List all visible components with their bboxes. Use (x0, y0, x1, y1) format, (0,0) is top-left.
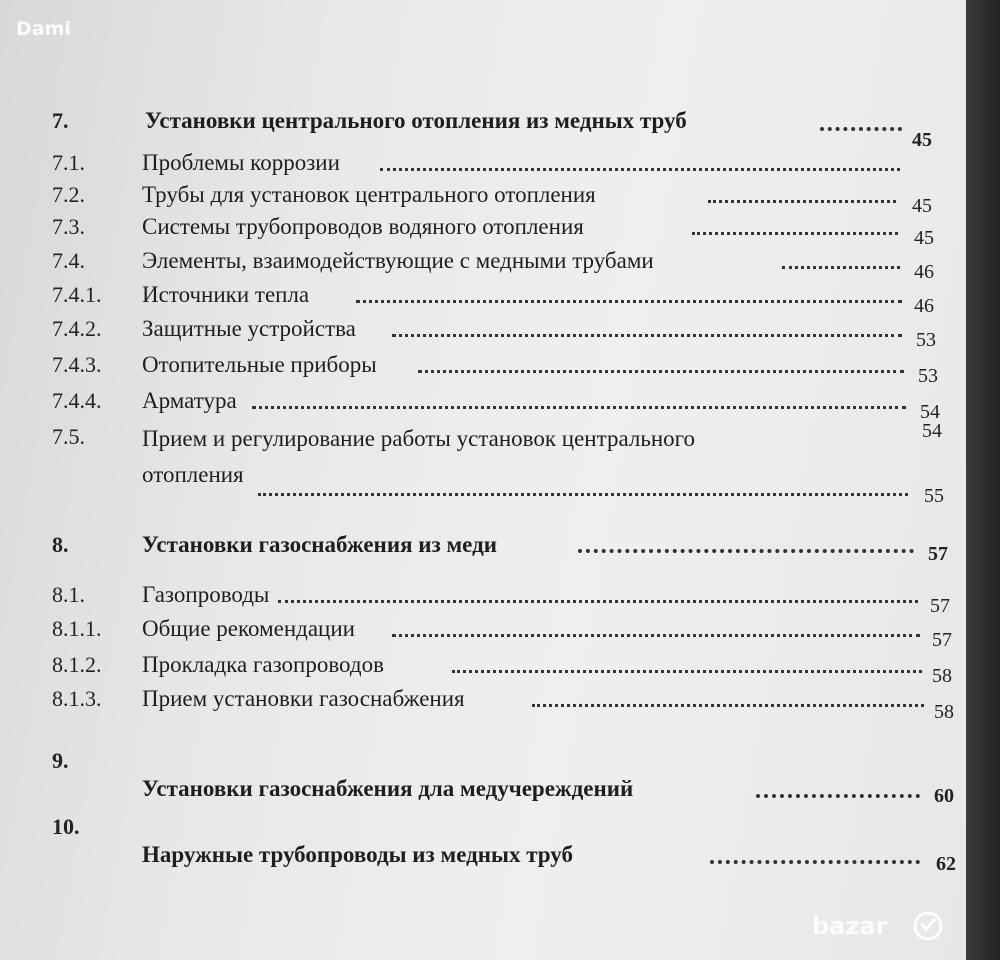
toc-number: 8. (52, 532, 69, 557)
toc-number: 8.1.1. (52, 616, 102, 641)
toc-number: 7.4.2. (52, 316, 102, 341)
toc-page-number: 62 (936, 853, 956, 875)
toc-page-number: 46 (914, 261, 934, 283)
toc-leader-dots (708, 200, 896, 203)
toc-page-number: 46 (914, 295, 934, 317)
toc-title: Трубы для установок центрального отопления (142, 182, 596, 207)
toc-entry-multiline (0, 420, 966, 507)
toc-number: 7.1. (52, 150, 85, 175)
toc-leader-dots (578, 549, 914, 553)
toc-title: Источники тепла (142, 282, 310, 307)
toc-title: Установки газоснабжения из меди (142, 532, 497, 557)
toc-title: Прием установки газоснабжения (142, 686, 465, 711)
toc-entry-chapter-10 (0, 812, 966, 875)
toc-leader-dots (532, 704, 924, 707)
toc-leader-dots (820, 127, 902, 131)
toc-number: 7. (52, 108, 69, 133)
toc-number: 8.1.2. (52, 652, 102, 677)
toc-entry (0, 614, 966, 651)
page-edge-shadow (966, 0, 1000, 960)
toc-number: 7.4.4. (52, 388, 102, 413)
toc-leader-dots (278, 600, 918, 603)
bazar-logo (808, 906, 958, 946)
toc-page-number: 45 (914, 227, 934, 249)
toc-leader-dots (252, 406, 906, 409)
toc-leader-dots (418, 370, 904, 373)
toc-entry (0, 350, 966, 387)
toc-number: 10. (52, 814, 80, 839)
toc-leader-dots (756, 794, 920, 798)
toc-entry (0, 246, 966, 283)
toc-number: 8.1.3. (52, 686, 102, 711)
toc-title: Отопительные приборы (142, 352, 377, 377)
bazar-logo-text: bazar (812, 912, 888, 940)
toc-leader-dots (452, 670, 922, 673)
toc-title: Установки газоснабжения дла медучереждений (142, 776, 634, 801)
toc-entry (0, 148, 966, 180)
toc-leader-dots (356, 300, 902, 303)
toc-number: 7.3. (52, 214, 85, 239)
toc-leader-dots (392, 634, 920, 637)
toc-entry (0, 180, 966, 217)
toc-page-number: 53 (918, 365, 938, 387)
toc-page-number: 45 (912, 195, 932, 217)
toc-page-number: 55 (924, 485, 944, 507)
toc-number: 9. (52, 748, 69, 773)
toc-leader-dots (710, 860, 920, 864)
toc-leader-dots (258, 493, 908, 496)
toc-title: Газопроводы (142, 582, 270, 607)
toc-title-line2: отопления (142, 462, 244, 487)
toc-title: Элементы, взаимодействующие с медными трубами (142, 248, 654, 273)
toc-title: Проблемы коррозии (142, 150, 340, 175)
toc-entry (0, 580, 966, 617)
toc-title: Общие рекомендации (142, 616, 355, 641)
toc-title: Защитные устройства (142, 316, 356, 341)
toc-entry (0, 650, 966, 687)
toc-title: Системы трубопроводов водяного отопления (142, 214, 584, 239)
watermark-text: Dami (16, 18, 71, 40)
toc-page-number: 57 (930, 595, 950, 617)
toc-entry (0, 280, 966, 317)
toc-number: 7.4. (52, 248, 85, 273)
toc-page-number: 45 (912, 129, 932, 151)
toc-leader-dots (782, 266, 900, 269)
toc-page-number: 58 (934, 701, 954, 723)
toc-number: 7.4.3. (52, 352, 102, 377)
toc-leader-dots (392, 334, 902, 337)
toc-title-line1: Прием и регулирование работы установок центрального (142, 426, 695, 451)
toc-leader-dots (380, 168, 900, 171)
toc-page-number: 54 (920, 401, 940, 423)
toc-title: Наружные трубопроводы из медных труб (142, 842, 573, 867)
toc-page-number: 54 (922, 420, 942, 442)
toc-number: 7.5. (52, 424, 85, 449)
toc-page-number: 53 (916, 329, 936, 351)
toc-page-number: 60 (934, 785, 954, 807)
toc-number: 7.4.1. (52, 282, 102, 307)
toc-entry (0, 212, 966, 249)
toc-entry-chapter-8 (0, 530, 966, 565)
toc-entry (0, 684, 966, 723)
toc-page-number: 58 (932, 665, 952, 687)
toc-entry-chapter-9 (0, 746, 966, 807)
toc-entry (0, 386, 966, 423)
toc-title: Установки центрального отопления из медных труб (145, 108, 687, 133)
toc-entry (0, 314, 966, 351)
toc-title: Арматура (142, 388, 237, 413)
toc-leader-dots (692, 232, 898, 235)
toc-number: 8.1. (52, 582, 85, 607)
toc-entry-chapter-7 (0, 108, 966, 151)
toc-page-number: 57 (928, 543, 948, 565)
toc-number: 7.2. (52, 182, 85, 207)
toc-title: Прокладка газопроводов (142, 652, 384, 677)
toc-page-number: 57 (932, 629, 952, 651)
